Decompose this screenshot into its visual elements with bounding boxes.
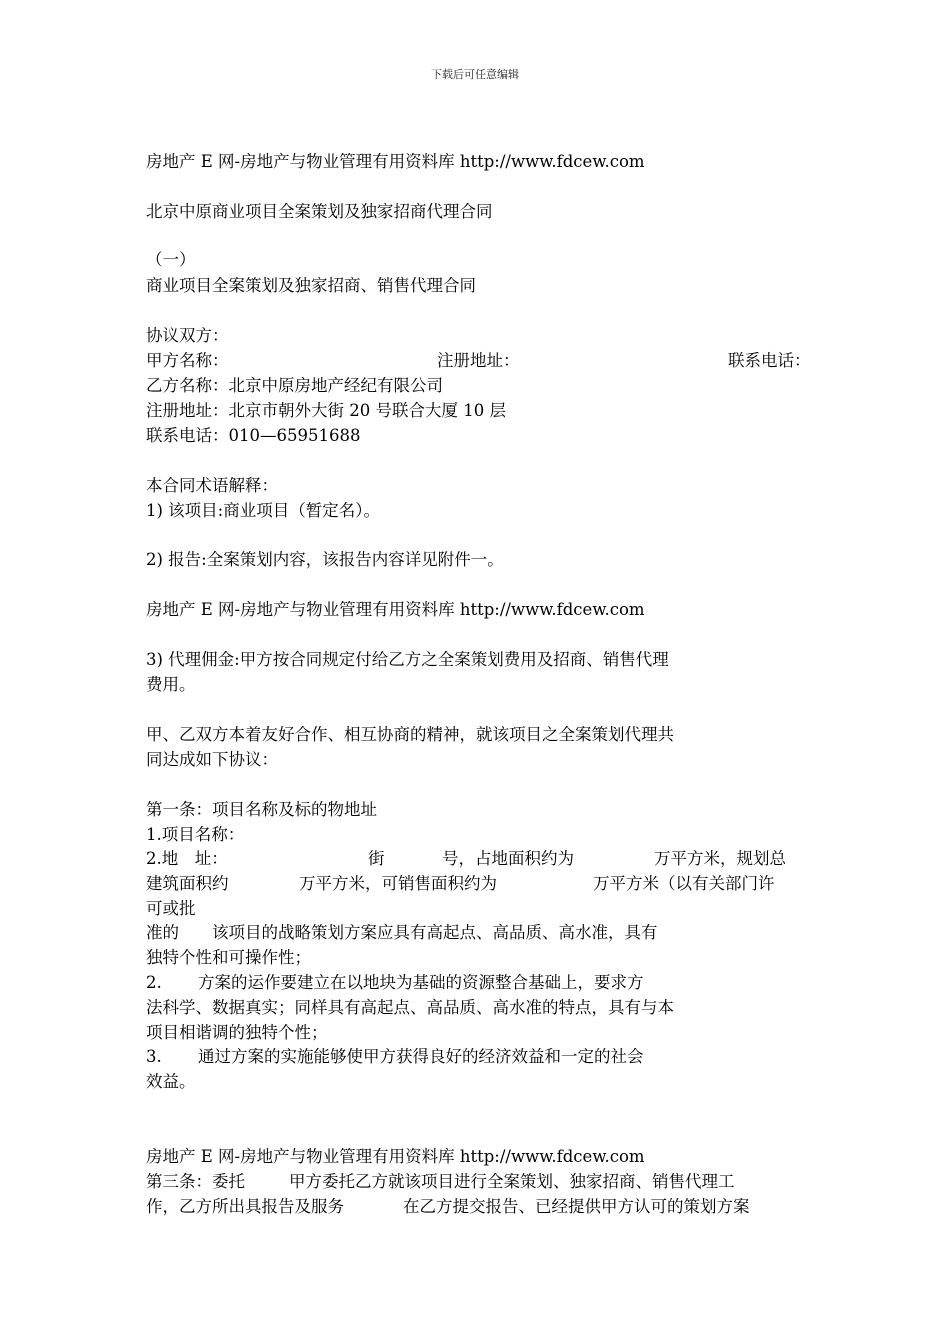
building-area-mid: 万平方米，可销售面积约为	[299, 874, 497, 893]
term-1: 1) 该项目:商业项目（暂定名）。	[146, 501, 380, 520]
party-b-address: 注册地址：北京市朝外大街 20 号联合大厦 10 层	[146, 401, 506, 420]
strategy-continued: 独特个性和可操作性；	[146, 948, 311, 967]
site-banner: 房地产 E 网-房地产与物业管理有用资料库 http://www.fdcew.com	[146, 600, 645, 619]
site-banner: 房地产 E 网-房地产与物业管理有用资料库 http://www.fdcew.com	[146, 152, 645, 171]
term-2: 2) 报告:全案策划内容，该报告内容详见附件一。	[146, 550, 504, 569]
party-a-phone-label: 联系电话：	[728, 351, 811, 370]
section-number: （一）	[146, 250, 196, 269]
item-3-continued: 效益。	[146, 1072, 196, 1091]
item-text: 方案的运作要建立在以地块为基础的资源整合基础上，要求方	[198, 973, 644, 992]
party-b-name: 乙方名称：北京中原房地产经纪有限公司	[146, 376, 443, 395]
party-a-name-label: 甲方名称：	[146, 351, 229, 370]
term-3: 3) 代理佣金:甲方按合同规定付给乙方之全案策划费用及招商、销售代理	[146, 650, 669, 669]
article-3-heading: 第三条：委托	[146, 1172, 245, 1191]
terms-heading: 本合同术语解释：	[146, 476, 278, 495]
article-1-heading: 第一条：项目名称及标的物地址	[146, 800, 377, 819]
item-number: 2.	[146, 973, 162, 992]
site-banner: 房地产 E 网-房地产与物业管理有用资料库 http://www.fdcew.com	[146, 1147, 645, 1166]
strategy-text: 该项目的战略策划方案应具有高起点、高品质、高水准，具有	[212, 923, 658, 942]
party-b-phone: 联系电话：010—65951688	[146, 426, 361, 445]
item-number: 3.	[146, 1047, 162, 1066]
building-area-label: 建筑面积约	[146, 874, 229, 893]
building-area-tail: 万平方米（以有关部门许	[593, 874, 775, 893]
page-header: 下载后可任意编辑	[431, 68, 519, 81]
item-text: 通过方案的实施能够使甲方获得良好的经济效益和一定的社会	[198, 1047, 644, 1066]
item-2-continued: 法科学、数据真实；同样具有高起点、高品质、高水准的特点，具有与本	[146, 998, 674, 1017]
agreement-paragraph: 甲、乙双方本着友好合作、相互协商的精神，就该项目之全案策划代理共	[146, 725, 674, 744]
address-street: 街	[368, 849, 385, 868]
item-2-continued: 项目相谐调的独特个性；	[146, 1023, 328, 1042]
approval-line: 可或批	[146, 899, 196, 918]
address-label: 2.地 址：	[146, 849, 228, 868]
term-3-continued: 费用。	[146, 675, 196, 694]
article-3-continued-lead: 作，乙方所出具报告及服务	[146, 1197, 344, 1216]
item-project-name: 1.项目名称：	[146, 825, 245, 844]
party-a-address-label: 注册地址：	[437, 351, 520, 370]
article-3-continued-text: 在乙方提交报告、已经提供甲方认可的策划方案	[403, 1197, 750, 1216]
address-area-tail: 万平方米，规划总	[654, 849, 786, 868]
agreement-paragraph-continued: 同达成如下协议：	[146, 750, 278, 769]
document-title: 北京中原商业项目全案策划及独家招商代理合同	[146, 202, 493, 221]
contract-name: 商业项目全案策划及独家招商、销售代理合同	[146, 276, 476, 295]
address-number: 号，占地面积约为	[442, 849, 574, 868]
article-3-text: 甲方委托乙方就该项目进行全案策划、独家招商、销售代理工	[289, 1172, 735, 1191]
strategy-lead: 准的	[146, 923, 179, 942]
parties-heading: 协议双方：	[146, 326, 229, 345]
